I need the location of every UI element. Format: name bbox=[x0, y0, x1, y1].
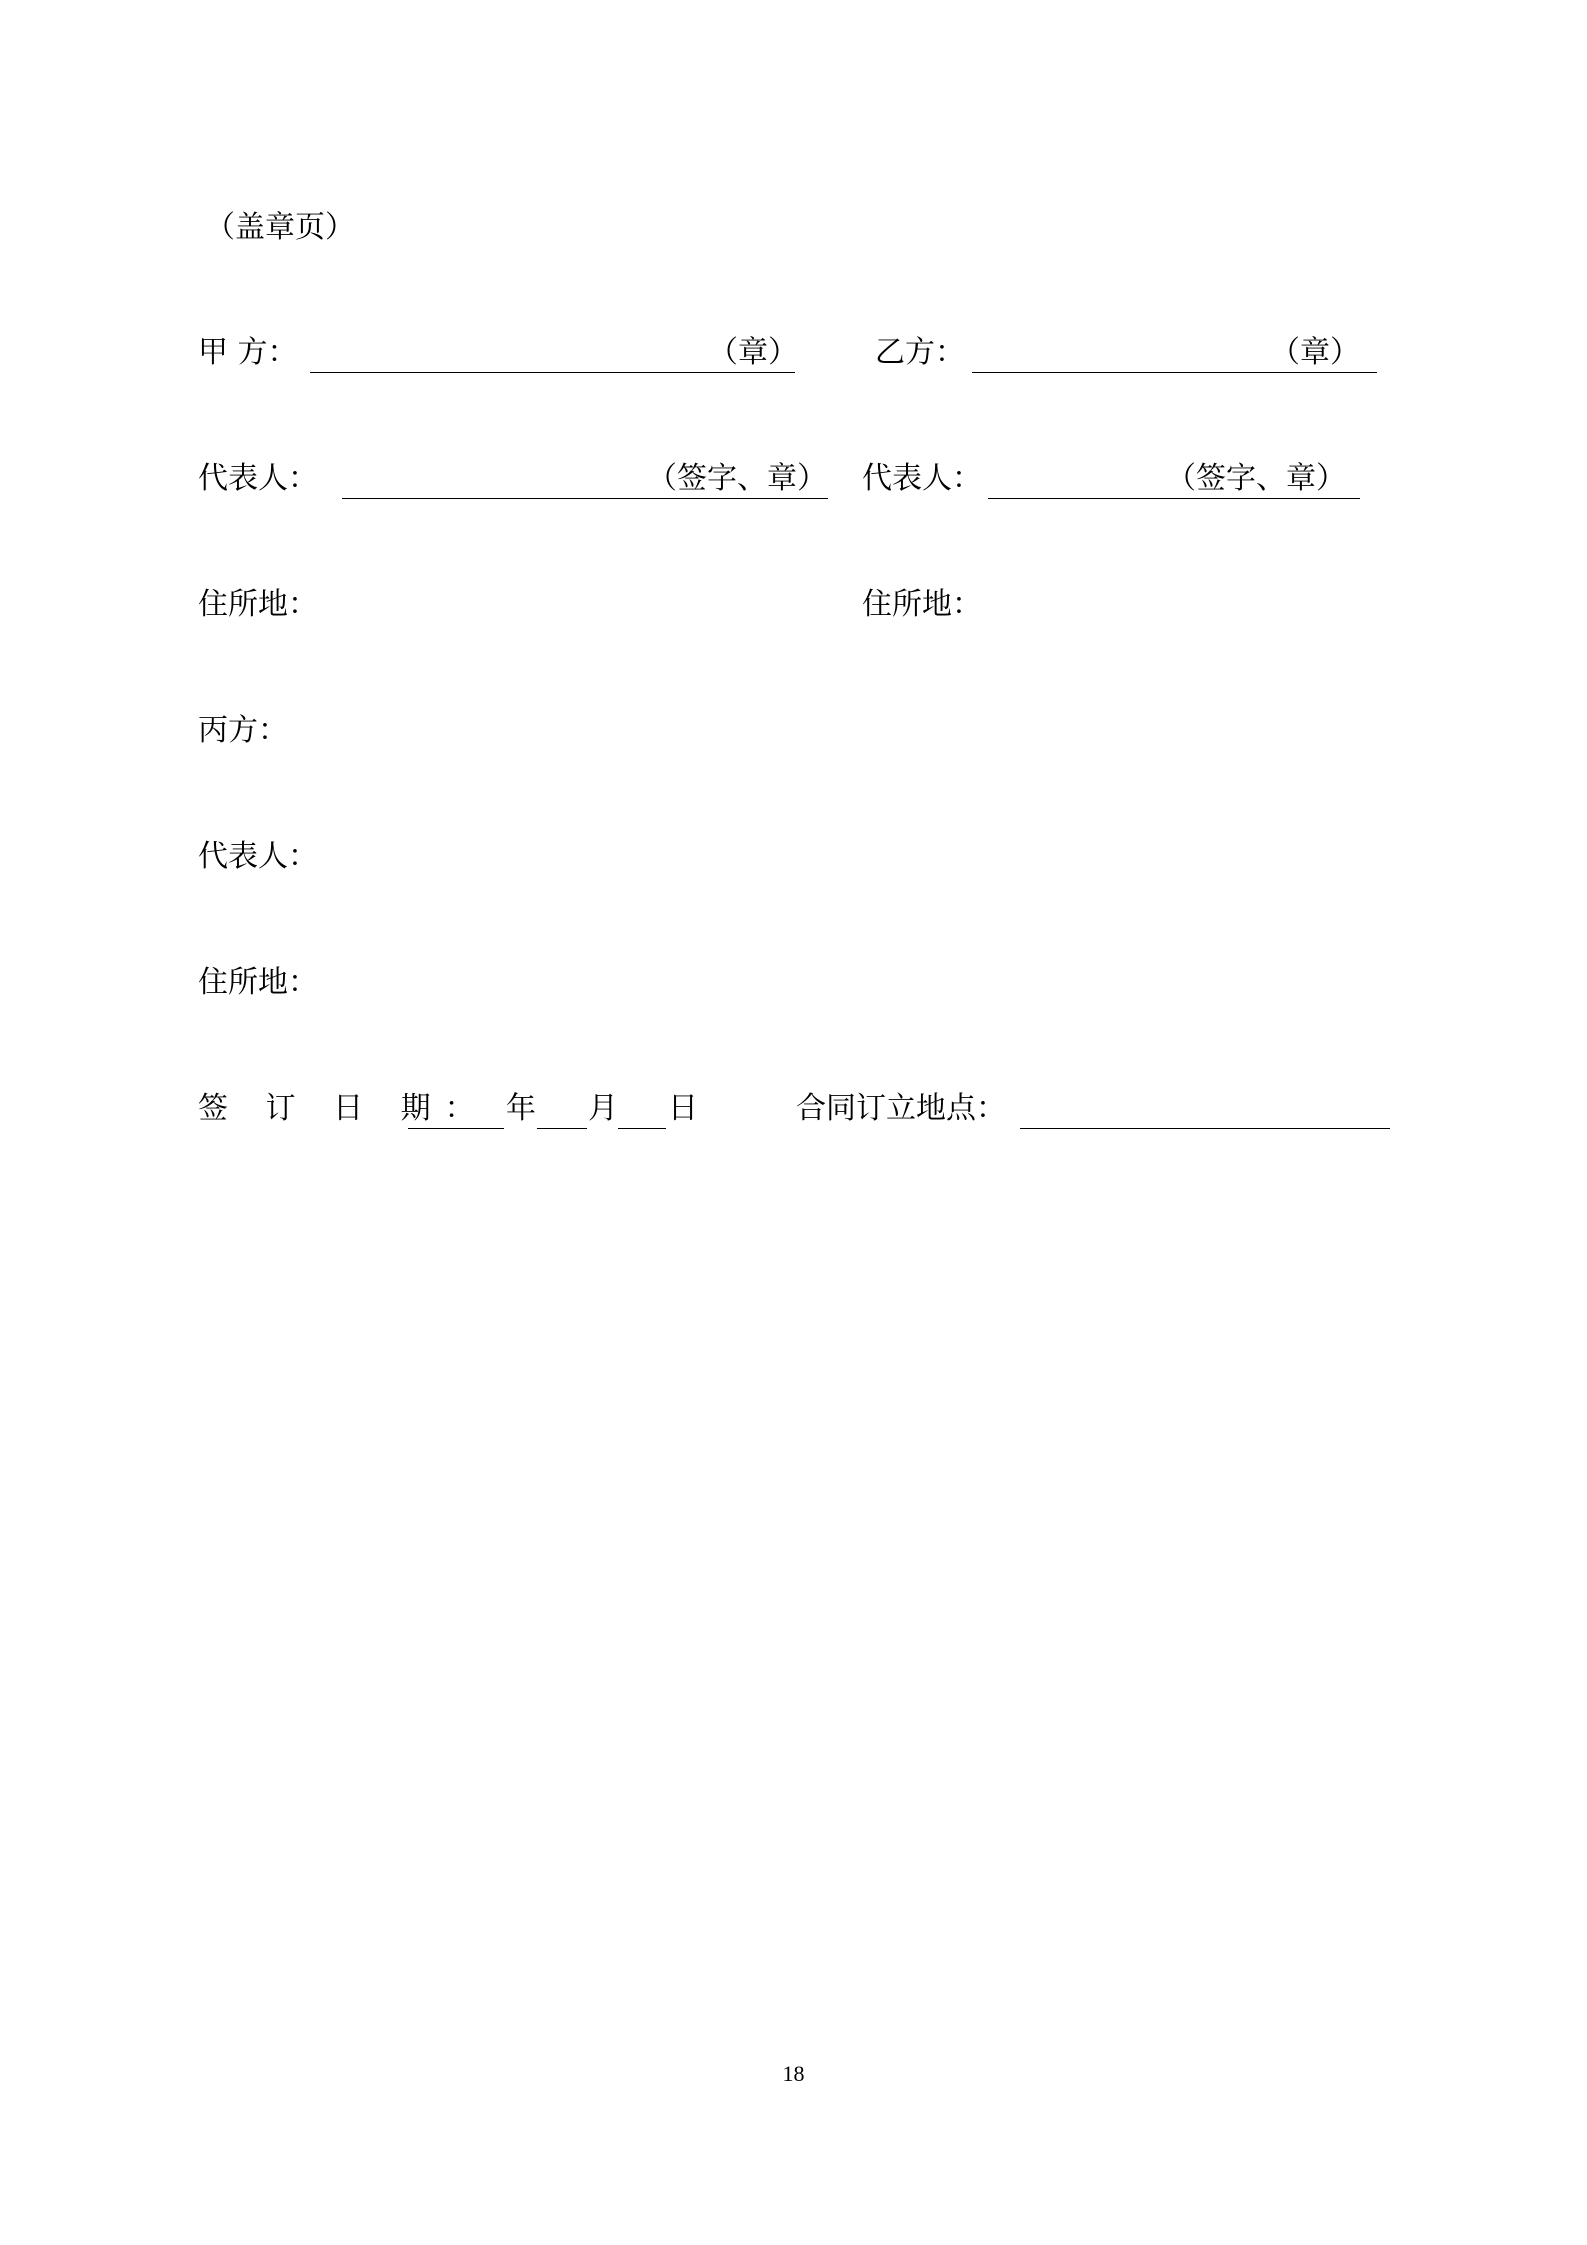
party-a-name-field[interactable] bbox=[310, 333, 798, 373]
party-a-address-label: 住所地： bbox=[198, 587, 318, 622]
signing-month-unit: 月 bbox=[588, 1091, 618, 1126]
party-b-label: 乙方： bbox=[875, 335, 965, 370]
signing-place-label: 合同订立地点： bbox=[796, 1091, 1006, 1126]
page-number: 18 bbox=[782, 2061, 805, 2086]
signing-day-field[interactable] bbox=[618, 1089, 666, 1129]
party-b-rep-field[interactable] bbox=[988, 459, 1360, 499]
seal-page-title: （盖章页） bbox=[205, 210, 355, 245]
party-c-address-label: 住所地： bbox=[198, 965, 318, 1000]
party-b-address-label: 住所地： bbox=[862, 587, 982, 622]
signing-year-field[interactable] bbox=[408, 1089, 504, 1129]
signing-day-unit: 日 bbox=[668, 1091, 698, 1126]
party-a-label: 甲 方： bbox=[198, 335, 298, 370]
signing-year-unit: 年 bbox=[506, 1091, 536, 1126]
party-a-seal-label: （章） bbox=[708, 335, 798, 370]
party-a-rep-sign-label: （签字、章） bbox=[647, 461, 827, 496]
party-c-rep-label: 代表人： bbox=[198, 839, 318, 874]
party-b-rep-sign-label: （签字、章） bbox=[1166, 461, 1346, 496]
party-a-rep-label: 代表人： bbox=[198, 461, 318, 496]
party-c-label: 丙方： bbox=[198, 713, 288, 748]
signing-place-field[interactable] bbox=[1020, 1089, 1390, 1129]
signing-month-field[interactable] bbox=[537, 1089, 587, 1129]
party-b-rep-label: 代表人： bbox=[862, 461, 982, 496]
party-a-rep-field[interactable] bbox=[342, 459, 828, 499]
party-b-name-field[interactable] bbox=[972, 333, 1377, 373]
party-b-seal-label: （章） bbox=[1270, 335, 1360, 370]
signing-date-label: 签 订 日 期： bbox=[198, 1091, 489, 1126]
